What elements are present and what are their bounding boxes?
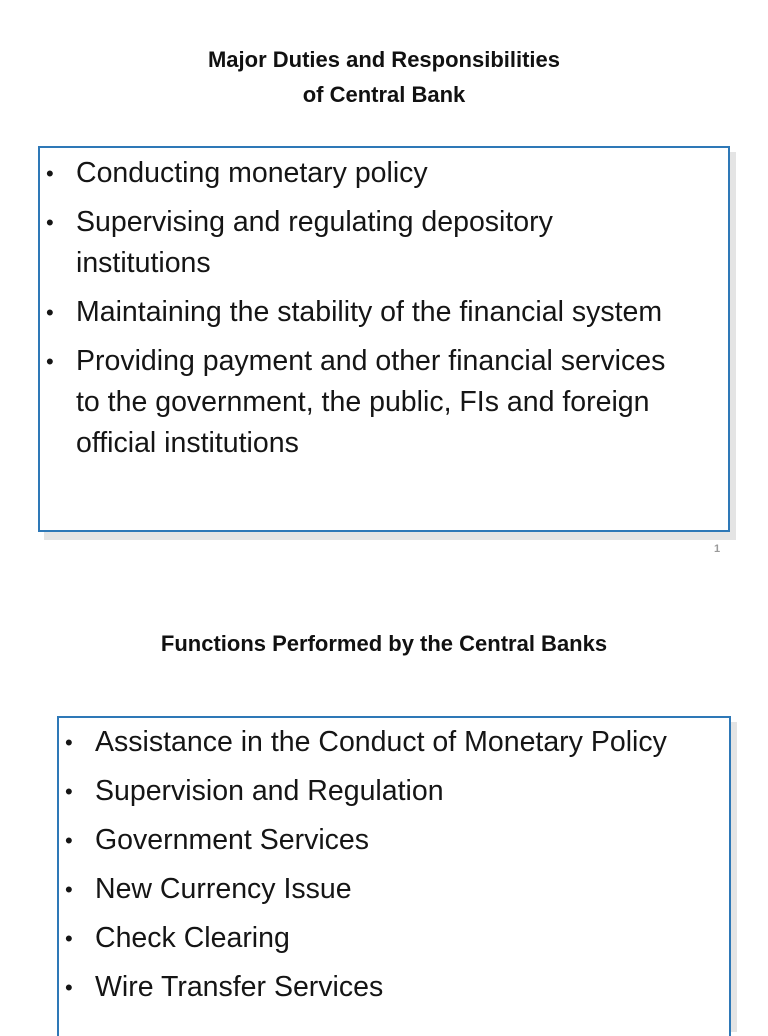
bullet-text: Check Clearing <box>95 922 290 954</box>
list-item <box>65 771 725 812</box>
slide2-content-box <box>57 716 731 1036</box>
bullet-icon: • <box>65 828 73 853</box>
bullet-text: Conducting monetary policy <box>76 157 428 189</box>
slide1-title-line1: Major Duties and Responsibilities <box>207 47 561 72</box>
slide2-title <box>0 626 768 661</box>
bullet-text: Supervising and regulating depository institutions <box>76 206 553 279</box>
bullet-icon: • <box>46 349 54 374</box>
bullet-icon: • <box>65 779 73 804</box>
list-item <box>46 292 688 333</box>
bullet-text: New Currency Issue <box>95 873 352 905</box>
bullet-icon: • <box>65 975 73 1000</box>
bullet-icon: • <box>65 877 73 902</box>
page-number: 1 <box>714 543 721 555</box>
list-item <box>65 722 725 763</box>
slide2-bullet-list <box>59 718 729 1008</box>
list-item <box>65 869 725 910</box>
slide1-bullet-list <box>40 148 728 464</box>
list-item <box>65 918 725 959</box>
slide1-content-box <box>38 146 730 532</box>
bullet-icon: • <box>46 210 54 235</box>
bullet-icon: • <box>65 926 73 951</box>
list-item <box>46 341 688 464</box>
slide1-title <box>0 42 768 112</box>
bullet-icon: • <box>46 161 54 186</box>
slide1-title-line2: of Central Bank <box>302 82 466 107</box>
bullet-text: Supervision and Regulation <box>95 775 444 807</box>
bullet-text: Providing payment and other financial services to the government, the public, FIs and foreign official institutions <box>76 345 666 459</box>
list-item <box>46 153 688 194</box>
bullet-text: Maintaining the stability of the financial system <box>76 296 663 328</box>
list-item <box>65 967 725 1008</box>
slide2-title-line1: Functions Performed by the Central Banks <box>160 631 608 656</box>
list-item <box>65 820 725 861</box>
bullet-icon: • <box>46 300 54 325</box>
bullet-text: Assistance in the Conduct of Monetary Policy <box>95 726 667 758</box>
bullet-text: Wire Transfer Services <box>95 971 384 1003</box>
list-item <box>46 202 688 284</box>
bullet-text: Government Services <box>95 824 370 856</box>
bullet-icon: • <box>65 730 73 755</box>
